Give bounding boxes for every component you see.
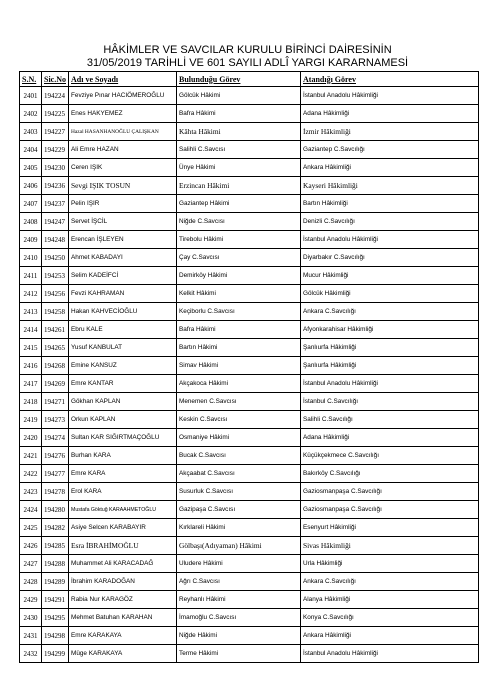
row-sn-cell: 2417 [20, 375, 42, 393]
row-name-cell: Servet İŞCİL [69, 213, 177, 231]
row-current-post-cell: Susurluk C.Savcısı [177, 483, 301, 501]
row-sicno-cell: 194299 [42, 645, 69, 663]
header-sicno: Sic.No [42, 72, 69, 87]
row-sicno-cell: 194250 [42, 249, 69, 267]
row-name-cell: Emine KANSUZ [69, 357, 177, 375]
row-sicno-cell: 194271 [42, 393, 69, 411]
row-sicno-cell: 194298 [42, 627, 69, 645]
row-sn-cell: 2407 [20, 195, 42, 213]
row-name-cell: Erol KARA [69, 483, 177, 501]
row-current-post-cell: Demirköy Hâkimi [177, 267, 301, 285]
row-current-post-cell: Akçakoca Hâkimi [177, 375, 301, 393]
row-assigned-post-cell: Ankara Hâkimliği [301, 627, 479, 645]
row-sn-cell: 2431 [20, 627, 42, 645]
row-sicno-cell: 194282 [42, 519, 69, 537]
table-row [20, 465, 479, 483]
table-row [20, 177, 479, 195]
row-assigned-post-cell: Denizli C.Savcılığı [301, 213, 479, 231]
row-sicno-cell: 194224 [42, 87, 69, 105]
row-name-cell: Yusuf KANBULAT [69, 339, 177, 357]
table-row [20, 123, 479, 141]
table-row [20, 609, 479, 627]
row-sicno-cell: 194253 [42, 267, 69, 285]
row-current-post-cell: Tirebolu Hâkimi [177, 231, 301, 249]
row-sn-cell: 2406 [20, 177, 42, 195]
table-row [20, 447, 479, 465]
title-line-2: 31/05/2019 TARİHLİ VE 601 SAYILI ADLÎ YARGI KARARNAMESİ [86, 57, 409, 69]
row-sn-cell: 2432 [20, 645, 42, 663]
table-row [20, 321, 479, 339]
header-name: Adı ve Soyadı [69, 72, 177, 87]
row-name-cell: Mehmet Batuhan KARAHAN [69, 609, 177, 627]
table-row [20, 141, 479, 159]
row-assigned-post-cell: Bakırköy C.Savcılığı [301, 465, 479, 483]
document-title [0, 44, 495, 70]
row-assigned-post-cell: Esenyurt Hâkimliği [301, 519, 479, 537]
row-sicno-cell: 194289 [42, 573, 69, 591]
row-name-cell: Sevgi IŞIK TOSUN [69, 177, 177, 195]
row-sn-cell: 2428 [20, 573, 42, 591]
row-name-cell: Muhammet Ali KARACADAĞ [69, 555, 177, 573]
row-sn-cell: 2423 [20, 483, 42, 501]
row-assigned-post-cell: Alanya Hâkimliği [301, 591, 479, 609]
row-sicno-cell: 194248 [42, 231, 69, 249]
row-name-cell: Burhan KARA [69, 447, 177, 465]
row-sn-cell: 2410 [20, 249, 42, 267]
row-current-post-cell: Bartın Hâkimi [177, 339, 301, 357]
table-row [20, 213, 479, 231]
row-sn-cell: 2401 [20, 87, 42, 105]
row-name-cell: Rabia Nur KARAGÖZ [69, 591, 177, 609]
row-current-post-cell: Erzincan Hâkimi [177, 177, 301, 195]
table-row [20, 627, 479, 645]
row-sn-cell: 2424 [20, 501, 42, 519]
row-name-cell: Gökhan KAPLAN [69, 393, 177, 411]
row-assigned-post-cell: İstanbul Anadolu Hâkimliği [301, 645, 479, 663]
table-row [20, 105, 479, 123]
row-sicno-cell: 194258 [42, 303, 69, 321]
row-name-cell: İbrahim KARADOĞAN [69, 573, 177, 591]
row-assigned-post-cell: Urla Hâkimliği [301, 555, 479, 573]
table-row [20, 249, 479, 267]
appointment-table [19, 71, 479, 663]
row-assigned-post-cell: Adana Hâkimliği [301, 429, 479, 447]
row-name-cell: Mustafa Göktuğ KARAAHMETOĞLU [69, 501, 177, 519]
row-sn-cell: 2408 [20, 213, 42, 231]
row-assigned-post-cell: Salihli C.Savcılığı [301, 411, 479, 429]
table-row [20, 555, 479, 573]
table-row [20, 195, 479, 213]
row-current-post-cell: Gölbaşı(Adıyaman) Hâkimi [177, 537, 301, 555]
table-row [20, 231, 479, 249]
row-assigned-post-cell: Diyarbakır C.Savcılığı [301, 249, 479, 267]
row-current-post-cell: Ünye Hâkimi [177, 159, 301, 177]
row-current-post-cell: Osmaniye Hâkimi [177, 429, 301, 447]
row-name-cell: Enes HAKYEMEZ [69, 105, 177, 123]
row-current-post-cell: Kâhta Hâkimi [177, 123, 301, 141]
row-name-cell: Asiye Selcen KARABAYIR [69, 519, 177, 537]
row-name-cell: Sultan KAR SIĞIRTMAÇOĞLU [69, 429, 177, 447]
row-current-post-cell: Menemen C.Savcısı [177, 393, 301, 411]
row-name-cell: Erencan İŞLEYEN [69, 231, 177, 249]
row-sicno-cell: 194288 [42, 555, 69, 573]
row-sicno-cell: 194269 [42, 375, 69, 393]
row-sicno-cell: 194277 [42, 465, 69, 483]
row-sicno-cell: 194276 [42, 447, 69, 465]
row-assigned-post-cell: İstanbul C.Savcılığı [301, 393, 479, 411]
row-sicno-cell: 194285 [42, 537, 69, 555]
row-assigned-post-cell: Şanlıurfa Hâkimliği [301, 339, 479, 357]
row-name-cell: Orkun KAPLAN [69, 411, 177, 429]
row-assigned-post-cell: Mucur Hâkimliği [301, 267, 479, 285]
row-current-post-cell: Akçaabat C.Savcısı [177, 465, 301, 483]
row-assigned-post-cell: İstanbul Anadolu Hâkimliği [301, 375, 479, 393]
row-current-post-cell: Kırklareli Hâkimi [177, 519, 301, 537]
row-sn-cell: 2411 [20, 267, 42, 285]
row-sn-cell: 2421 [20, 447, 42, 465]
row-assigned-post-cell: Afyonkarahisar Hâkimliği [301, 321, 479, 339]
table-row [20, 573, 479, 591]
row-assigned-post-cell: Gölcük Hâkimliği [301, 285, 479, 303]
table-row [20, 267, 479, 285]
row-sicno-cell: 194278 [42, 483, 69, 501]
row-sn-cell: 2429 [20, 591, 42, 609]
row-sn-cell: 2414 [20, 321, 42, 339]
table-row [20, 393, 479, 411]
table-row [20, 429, 479, 447]
row-sicno-cell: 194229 [42, 141, 69, 159]
row-sn-cell: 2426 [20, 537, 42, 555]
table-header-row [20, 72, 479, 87]
row-name-cell: Selim KADEİFCİ [69, 267, 177, 285]
row-sicno-cell: 194225 [42, 105, 69, 123]
row-name-cell: Ebru KALE [69, 321, 177, 339]
row-assigned-post-cell: Ankara C.Savcılığı [301, 303, 479, 321]
row-sicno-cell: 194280 [42, 501, 69, 519]
row-assigned-post-cell: Gaziosmanpaşa C.Savcılığı [301, 483, 479, 501]
row-name-cell: Hazal HASANHANOĞLU ÇALIŞKAN [69, 123, 177, 141]
row-name-cell: Müge KARAKAYA [69, 645, 177, 663]
table-row [20, 519, 479, 537]
row-current-post-cell: Uludere Hâkimi [177, 555, 301, 573]
row-current-post-cell: Bafra Hâkimi [177, 321, 301, 339]
row-sn-cell: 2418 [20, 393, 42, 411]
row-sn-cell: 2404 [20, 141, 42, 159]
row-name-cell: Ali Emre HAZAN [69, 141, 177, 159]
row-sicno-cell: 194237 [42, 195, 69, 213]
row-current-post-cell: Keskin C.Savcısı [177, 411, 301, 429]
row-assigned-post-cell: Konya C.Savcılığı [301, 609, 479, 627]
row-name-cell: Emre KARA [69, 465, 177, 483]
row-sn-cell: 2409 [20, 231, 42, 249]
row-current-post-cell: Gaziantep Hâkimi [177, 195, 301, 213]
row-current-post-cell: İmamoğlu C.Savcısı [177, 609, 301, 627]
table-row [20, 411, 479, 429]
table-row [20, 357, 479, 375]
header-assigned-post: Atandığı Görev [301, 72, 479, 87]
row-sn-cell: 2419 [20, 411, 42, 429]
row-sn-cell: 2430 [20, 609, 42, 627]
row-current-post-cell: Gölcük Hâkimi [177, 87, 301, 105]
row-sn-cell: 2420 [20, 429, 42, 447]
row-sicno-cell: 194273 [42, 411, 69, 429]
row-sn-cell: 2402 [20, 105, 42, 123]
row-current-post-cell: Bafra Hâkimi [177, 105, 301, 123]
row-sicno-cell: 194295 [42, 609, 69, 627]
row-sn-cell: 2422 [20, 465, 42, 483]
row-sn-cell: 2416 [20, 357, 42, 375]
row-name-cell: Esra İBRAHİMOĞLU [69, 537, 177, 555]
row-sicno-cell: 194268 [42, 357, 69, 375]
table-row [20, 483, 479, 501]
row-sicno-cell: 194236 [42, 177, 69, 195]
table-body [20, 87, 479, 663]
row-sn-cell: 2412 [20, 285, 42, 303]
table-row [20, 339, 479, 357]
row-sicno-cell: 194256 [42, 285, 69, 303]
row-sn-cell: 2413 [20, 303, 42, 321]
table-row [20, 645, 479, 663]
header-current-post: Bulunduğu Görev [177, 72, 301, 87]
row-current-post-cell: Ağrı C.Savcısı [177, 573, 301, 591]
table-row [20, 285, 479, 303]
row-sicno-cell: 194274 [42, 429, 69, 447]
table-row [20, 303, 479, 321]
table-row [20, 159, 479, 177]
row-current-post-cell: Niğde C.Savcısı [177, 213, 301, 231]
row-current-post-cell: Simav Hâkimi [177, 357, 301, 375]
row-sn-cell: 2403 [20, 123, 42, 141]
title-line-1: HÂKİMLER VE SAVCILAR KURULU BİRİNCİ DAİRESİNİN [103, 44, 392, 56]
header-sn: S.N. [20, 72, 42, 87]
row-sn-cell: 2405 [20, 159, 42, 177]
table-row [20, 87, 479, 105]
row-assigned-post-cell: Küçükçekmece C.Savcılığı [301, 447, 479, 465]
row-sicno-cell: 194230 [42, 159, 69, 177]
row-sicno-cell: 194265 [42, 339, 69, 357]
table-row [20, 375, 479, 393]
row-assigned-post-cell: Gaziantep C.Savcılığı [301, 141, 479, 159]
row-current-post-cell: Kelkit Hâkimi [177, 285, 301, 303]
row-sn-cell: 2415 [20, 339, 42, 357]
row-sn-cell: 2425 [20, 519, 42, 537]
row-current-post-cell: Terme Hâkimi [177, 645, 301, 663]
row-name-cell: Pelin IŞIR [69, 195, 177, 213]
row-assigned-post-cell: Sivas Hâkimliği [301, 537, 479, 555]
row-name-cell: Hakan KAHVECİOĞLU [69, 303, 177, 321]
row-current-post-cell: Niğde Hâkimi [177, 627, 301, 645]
row-assigned-post-cell: Ankara C.Savcılığı [301, 573, 479, 591]
row-assigned-post-cell: Gaziosmanpaşa C.Savcılığı [301, 501, 479, 519]
table-row [20, 501, 479, 519]
row-assigned-post-cell: Kayseri Hâkimliği [301, 177, 479, 195]
row-current-post-cell: Bucak C.Savcısı [177, 447, 301, 465]
row-assigned-post-cell: Bartın Hâkimliği [301, 195, 479, 213]
row-sn-cell: 2427 [20, 555, 42, 573]
row-name-cell: Fevzi KAHRAMAN [69, 285, 177, 303]
row-name-cell: Ceren IŞIK [69, 159, 177, 177]
row-assigned-post-cell: Adana Hâkimliği [301, 105, 479, 123]
row-name-cell: Ahmet KABADAYI [69, 249, 177, 267]
row-current-post-cell: Çay C.Savcısı [177, 249, 301, 267]
row-name-cell: Emre KANTAR [69, 375, 177, 393]
row-assigned-post-cell: İstanbul Anadolu Hâkimliği [301, 87, 479, 105]
row-sicno-cell: 194227 [42, 123, 69, 141]
row-assigned-post-cell: Ankara Hâkimliği [301, 159, 479, 177]
row-name-cell: Fevziye Pınar HACIÖMEROĞLU [69, 87, 177, 105]
row-current-post-cell: Keçiborlu C.Savcısı [177, 303, 301, 321]
row-sicno-cell: 194261 [42, 321, 69, 339]
row-assigned-post-cell: İstanbul Anadolu Hâkimliği [301, 231, 479, 249]
row-current-post-cell: Gazipaşa C.Savcısı [177, 501, 301, 519]
row-sicno-cell: 194291 [42, 591, 69, 609]
row-assigned-post-cell: İzmir Hâkimliği [301, 123, 479, 141]
row-current-post-cell: Reyhanlı Hâkimi [177, 591, 301, 609]
row-assigned-post-cell: Şanlıurfa Hâkimliği [301, 357, 479, 375]
table-row [20, 591, 479, 609]
row-current-post-cell: Salihli C.Savcısı [177, 141, 301, 159]
table-row [20, 537, 479, 555]
row-name-cell: Emre KARAKAYA [69, 627, 177, 645]
row-sicno-cell: 194247 [42, 213, 69, 231]
